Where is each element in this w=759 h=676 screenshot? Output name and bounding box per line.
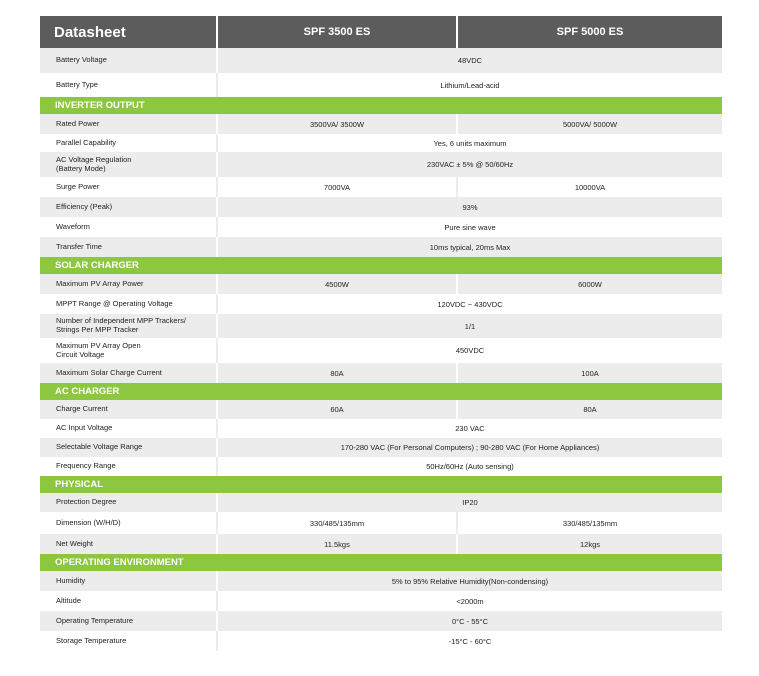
row-value-model-1: 330/485/135mm bbox=[309, 518, 365, 528]
row-dimension bbox=[40, 512, 722, 534]
row-label bbox=[56, 338, 206, 363]
row-value: 0°C - 55°C bbox=[451, 616, 488, 626]
row-label: Operating Temperature bbox=[56, 615, 133, 625]
row-storage-temperature bbox=[40, 631, 722, 651]
row-value-model-1: 3500VA/ 3500W bbox=[309, 119, 365, 129]
row-frequency-range bbox=[40, 457, 722, 476]
row-altitude bbox=[40, 591, 722, 611]
row-label: Transfer Time bbox=[56, 241, 102, 251]
row-value-model-1: 4500W bbox=[325, 279, 349, 289]
row-label: Storage Temperature bbox=[56, 635, 127, 645]
row-value: 5% to 95% Relative Humidity(Non-condensing) bbox=[391, 576, 549, 586]
row-label: Battery Voltage bbox=[56, 55, 107, 65]
row-value: 170-280 VAC (For Personal Computers) ; 90-280 VAC (For Home Appliances) bbox=[340, 443, 600, 452]
row-label: Protection Degree bbox=[56, 497, 117, 507]
row-label: Parallel Capability bbox=[56, 137, 117, 147]
row-label-line-1: AC Voltage Regulation bbox=[56, 154, 132, 164]
datasheet-title: Datasheet bbox=[40, 16, 216, 48]
row-ac-voltage-regulation bbox=[40, 152, 722, 177]
row-label: Dimension (W/H/D) bbox=[56, 517, 121, 527]
row-value: Pure sine wave bbox=[444, 222, 496, 232]
row-label: Battery Type bbox=[56, 79, 98, 89]
row-value-model-2: 100A bbox=[581, 368, 599, 378]
row-value: -15°C - 60°C bbox=[448, 636, 492, 646]
row-value-model-2: 80A bbox=[583, 405, 597, 414]
row-value-model-1: 7000VA bbox=[323, 182, 351, 192]
section-solar-charger: SOLAR CHARGER bbox=[40, 257, 722, 274]
row-label: Maximum Solar Charge Current bbox=[56, 367, 162, 377]
row-label: Net Weight bbox=[56, 538, 93, 548]
row-efficiency bbox=[40, 197, 722, 217]
row-value-model-2: 330/485/135mm bbox=[562, 518, 618, 528]
row-value-model-1: 11.5kgs bbox=[324, 539, 350, 549]
row-max-solar-charge-current bbox=[40, 363, 722, 383]
row-parallel-capability bbox=[40, 134, 722, 152]
row-label: Selectable Voltage Range bbox=[56, 442, 143, 452]
row-label: MPPT Range @ Operating Voltage bbox=[56, 298, 173, 308]
row-battery-type bbox=[40, 73, 722, 97]
row-value-model-2: 5000VA/ 5000W bbox=[562, 119, 618, 129]
row-label: Frequency Range bbox=[56, 461, 116, 471]
row-humidity bbox=[40, 571, 722, 591]
row-label: Charge Current bbox=[56, 404, 108, 414]
row-value: <2000m bbox=[456, 596, 484, 606]
row-value: 50Hz/60Hz (Auto sensing) bbox=[426, 462, 514, 471]
row-label: Waveform bbox=[56, 221, 90, 231]
row-waveform bbox=[40, 217, 722, 237]
row-label: Altitude bbox=[56, 595, 82, 605]
row-label: Humidity bbox=[56, 575, 86, 585]
row-operating-temperature bbox=[40, 611, 722, 631]
row-charge-current bbox=[40, 400, 722, 419]
row-value-model-2: 12kgs bbox=[579, 539, 600, 549]
datasheet-table bbox=[40, 16, 722, 651]
row-label: Maximum PV Array Power bbox=[56, 278, 144, 288]
row-value: 450VDC bbox=[455, 346, 485, 355]
row-label-line-1: Maximum PV Array Open bbox=[56, 340, 141, 350]
row-label bbox=[56, 314, 206, 338]
section-inverter-output: INVERTER OUTPUT bbox=[40, 97, 722, 114]
row-selectable-voltage-range bbox=[40, 438, 722, 457]
row-protection-degree bbox=[40, 493, 722, 512]
row-value-model-2: 10000VA bbox=[574, 182, 606, 192]
row-value: IP20 bbox=[462, 498, 478, 507]
row-value: 1/1 bbox=[464, 321, 476, 331]
row-net-weight bbox=[40, 534, 722, 554]
row-label: Efficiency (Peak) bbox=[56, 201, 113, 211]
section-ac-charger: AC CHARGER bbox=[40, 383, 722, 400]
row-label: AC Input Voltage bbox=[56, 423, 113, 433]
row-value: 230VAC ± 5% @ 50/60Hz bbox=[426, 160, 514, 169]
row-surge-power bbox=[40, 177, 722, 197]
row-value: Yes, 6 units maximum bbox=[433, 138, 507, 148]
section-operating-environment: OPERATING ENVIRONMENT bbox=[40, 554, 722, 571]
row-value-model-1: 60A bbox=[330, 405, 344, 414]
row-value: 120VDC ~ 430VDC bbox=[437, 299, 503, 309]
row-transfer-time bbox=[40, 237, 722, 257]
row-max-pv-array-power bbox=[40, 274, 722, 294]
model-1-header: SPF 3500 ES bbox=[218, 16, 456, 48]
row-label-line-2: Circuit Voltage bbox=[56, 349, 105, 359]
row-value: 48VDC bbox=[457, 56, 483, 65]
section-physical: PHYSICAL bbox=[40, 476, 722, 493]
row-pv-open-circuit-voltage bbox=[40, 338, 722, 363]
row-label-line-1: Number of Independent MPP Trackers/ bbox=[56, 316, 186, 326]
row-label: Rated Power bbox=[56, 118, 100, 128]
row-value: 93% bbox=[462, 202, 478, 212]
row-ac-input-voltage bbox=[40, 419, 722, 438]
row-battery-voltage bbox=[40, 48, 722, 73]
row-label-line-2: (Battery Mode) bbox=[56, 163, 106, 173]
row-value: Lithium/Lead-acid bbox=[440, 80, 500, 90]
table-header bbox=[40, 16, 722, 48]
row-value: 230 VAC bbox=[455, 424, 485, 433]
row-value-model-2: 6000W bbox=[578, 279, 602, 289]
row-mpp-trackers bbox=[40, 314, 722, 338]
row-rated-power bbox=[40, 114, 722, 134]
row-mppt-range bbox=[40, 294, 722, 314]
row-value-model-1: 80A bbox=[330, 368, 344, 378]
row-label: Surge Power bbox=[56, 181, 100, 191]
row-value: 10ms typical, 20ms Max bbox=[429, 242, 511, 252]
model-2-header: SPF 5000 ES bbox=[458, 16, 722, 48]
row-label-line-2: Strings Per MPP Tracker bbox=[56, 325, 139, 334]
row-label bbox=[56, 152, 206, 177]
